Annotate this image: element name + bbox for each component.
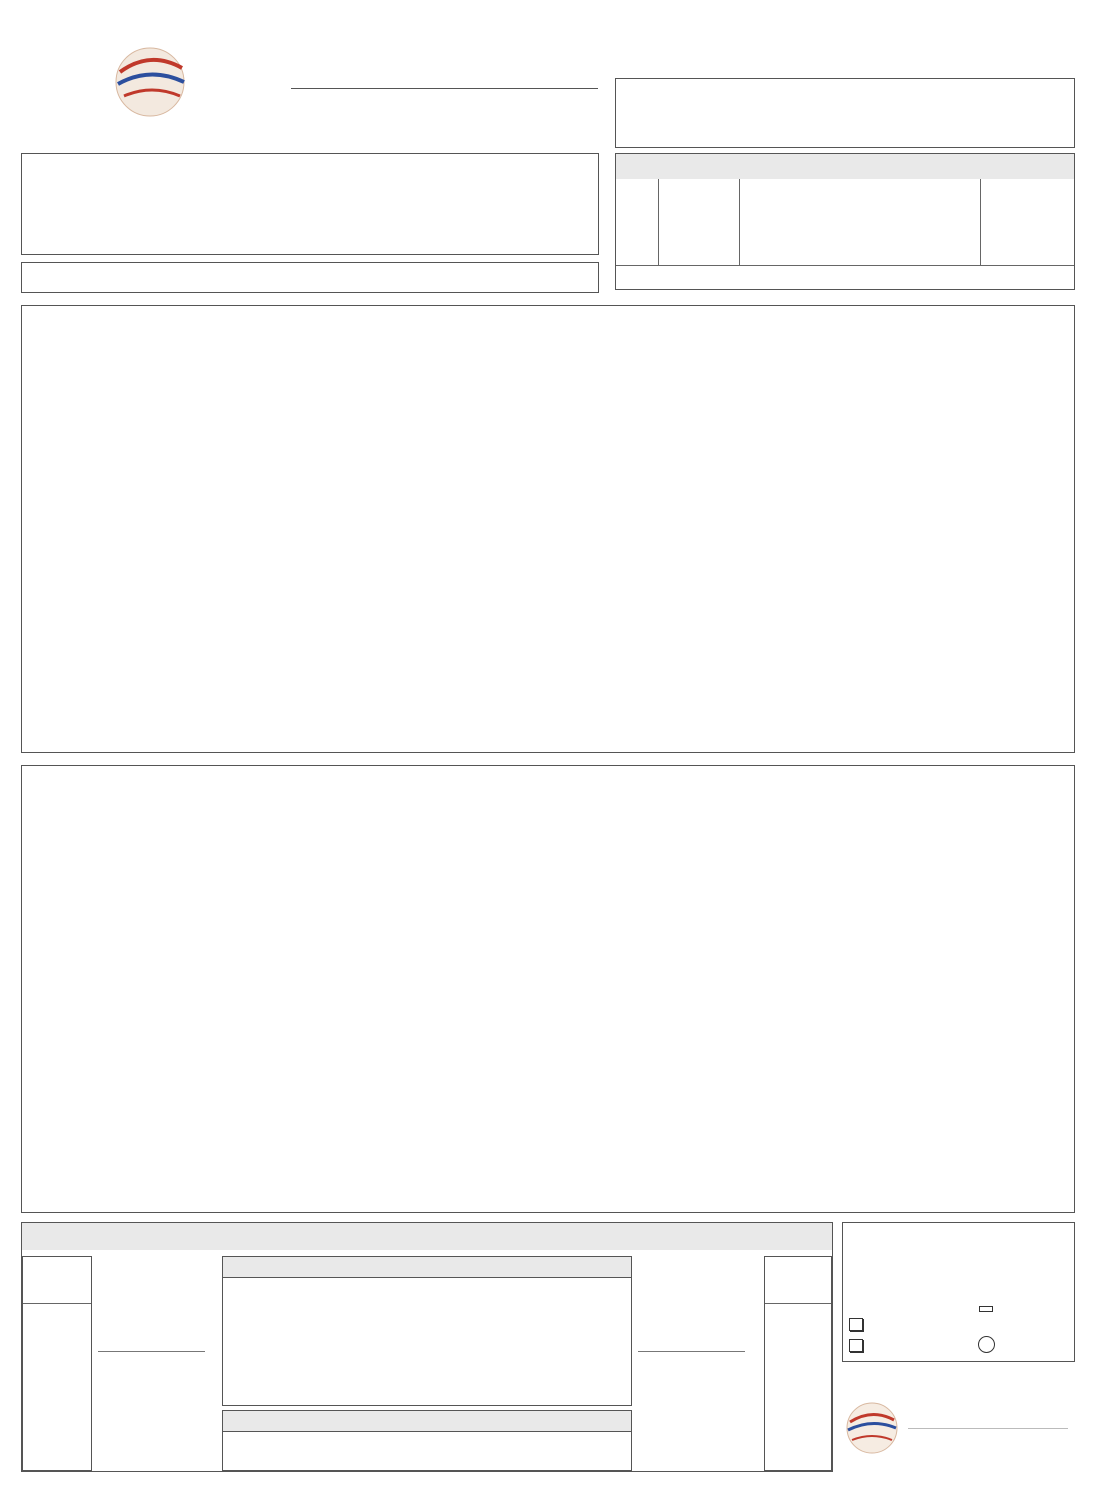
legend-sub-icon (979, 1300, 996, 1318)
match-score-box (615, 78, 1075, 148)
sets-table (615, 153, 1075, 290)
right-rotation-box (764, 1256, 832, 1471)
turkiye-stats-table (21, 765, 1075, 1213)
summary-box (21, 1222, 833, 1472)
kill-on-reception-box (222, 1256, 632, 1406)
footer-logo-ball (842, 1398, 902, 1458)
serbia-stats-table (21, 305, 1075, 753)
legend-serve-circle-icon (978, 1336, 995, 1358)
legend-lineup-icon (849, 1318, 866, 1336)
match-info-box (21, 153, 599, 255)
federation-logo (80, 10, 220, 150)
left-rotation-box (22, 1256, 92, 1471)
attack-on-dig-box (222, 1410, 632, 1471)
referees-box (21, 262, 599, 293)
legend-box (842, 1222, 1075, 1362)
legend-setter-icon (849, 1339, 866, 1357)
